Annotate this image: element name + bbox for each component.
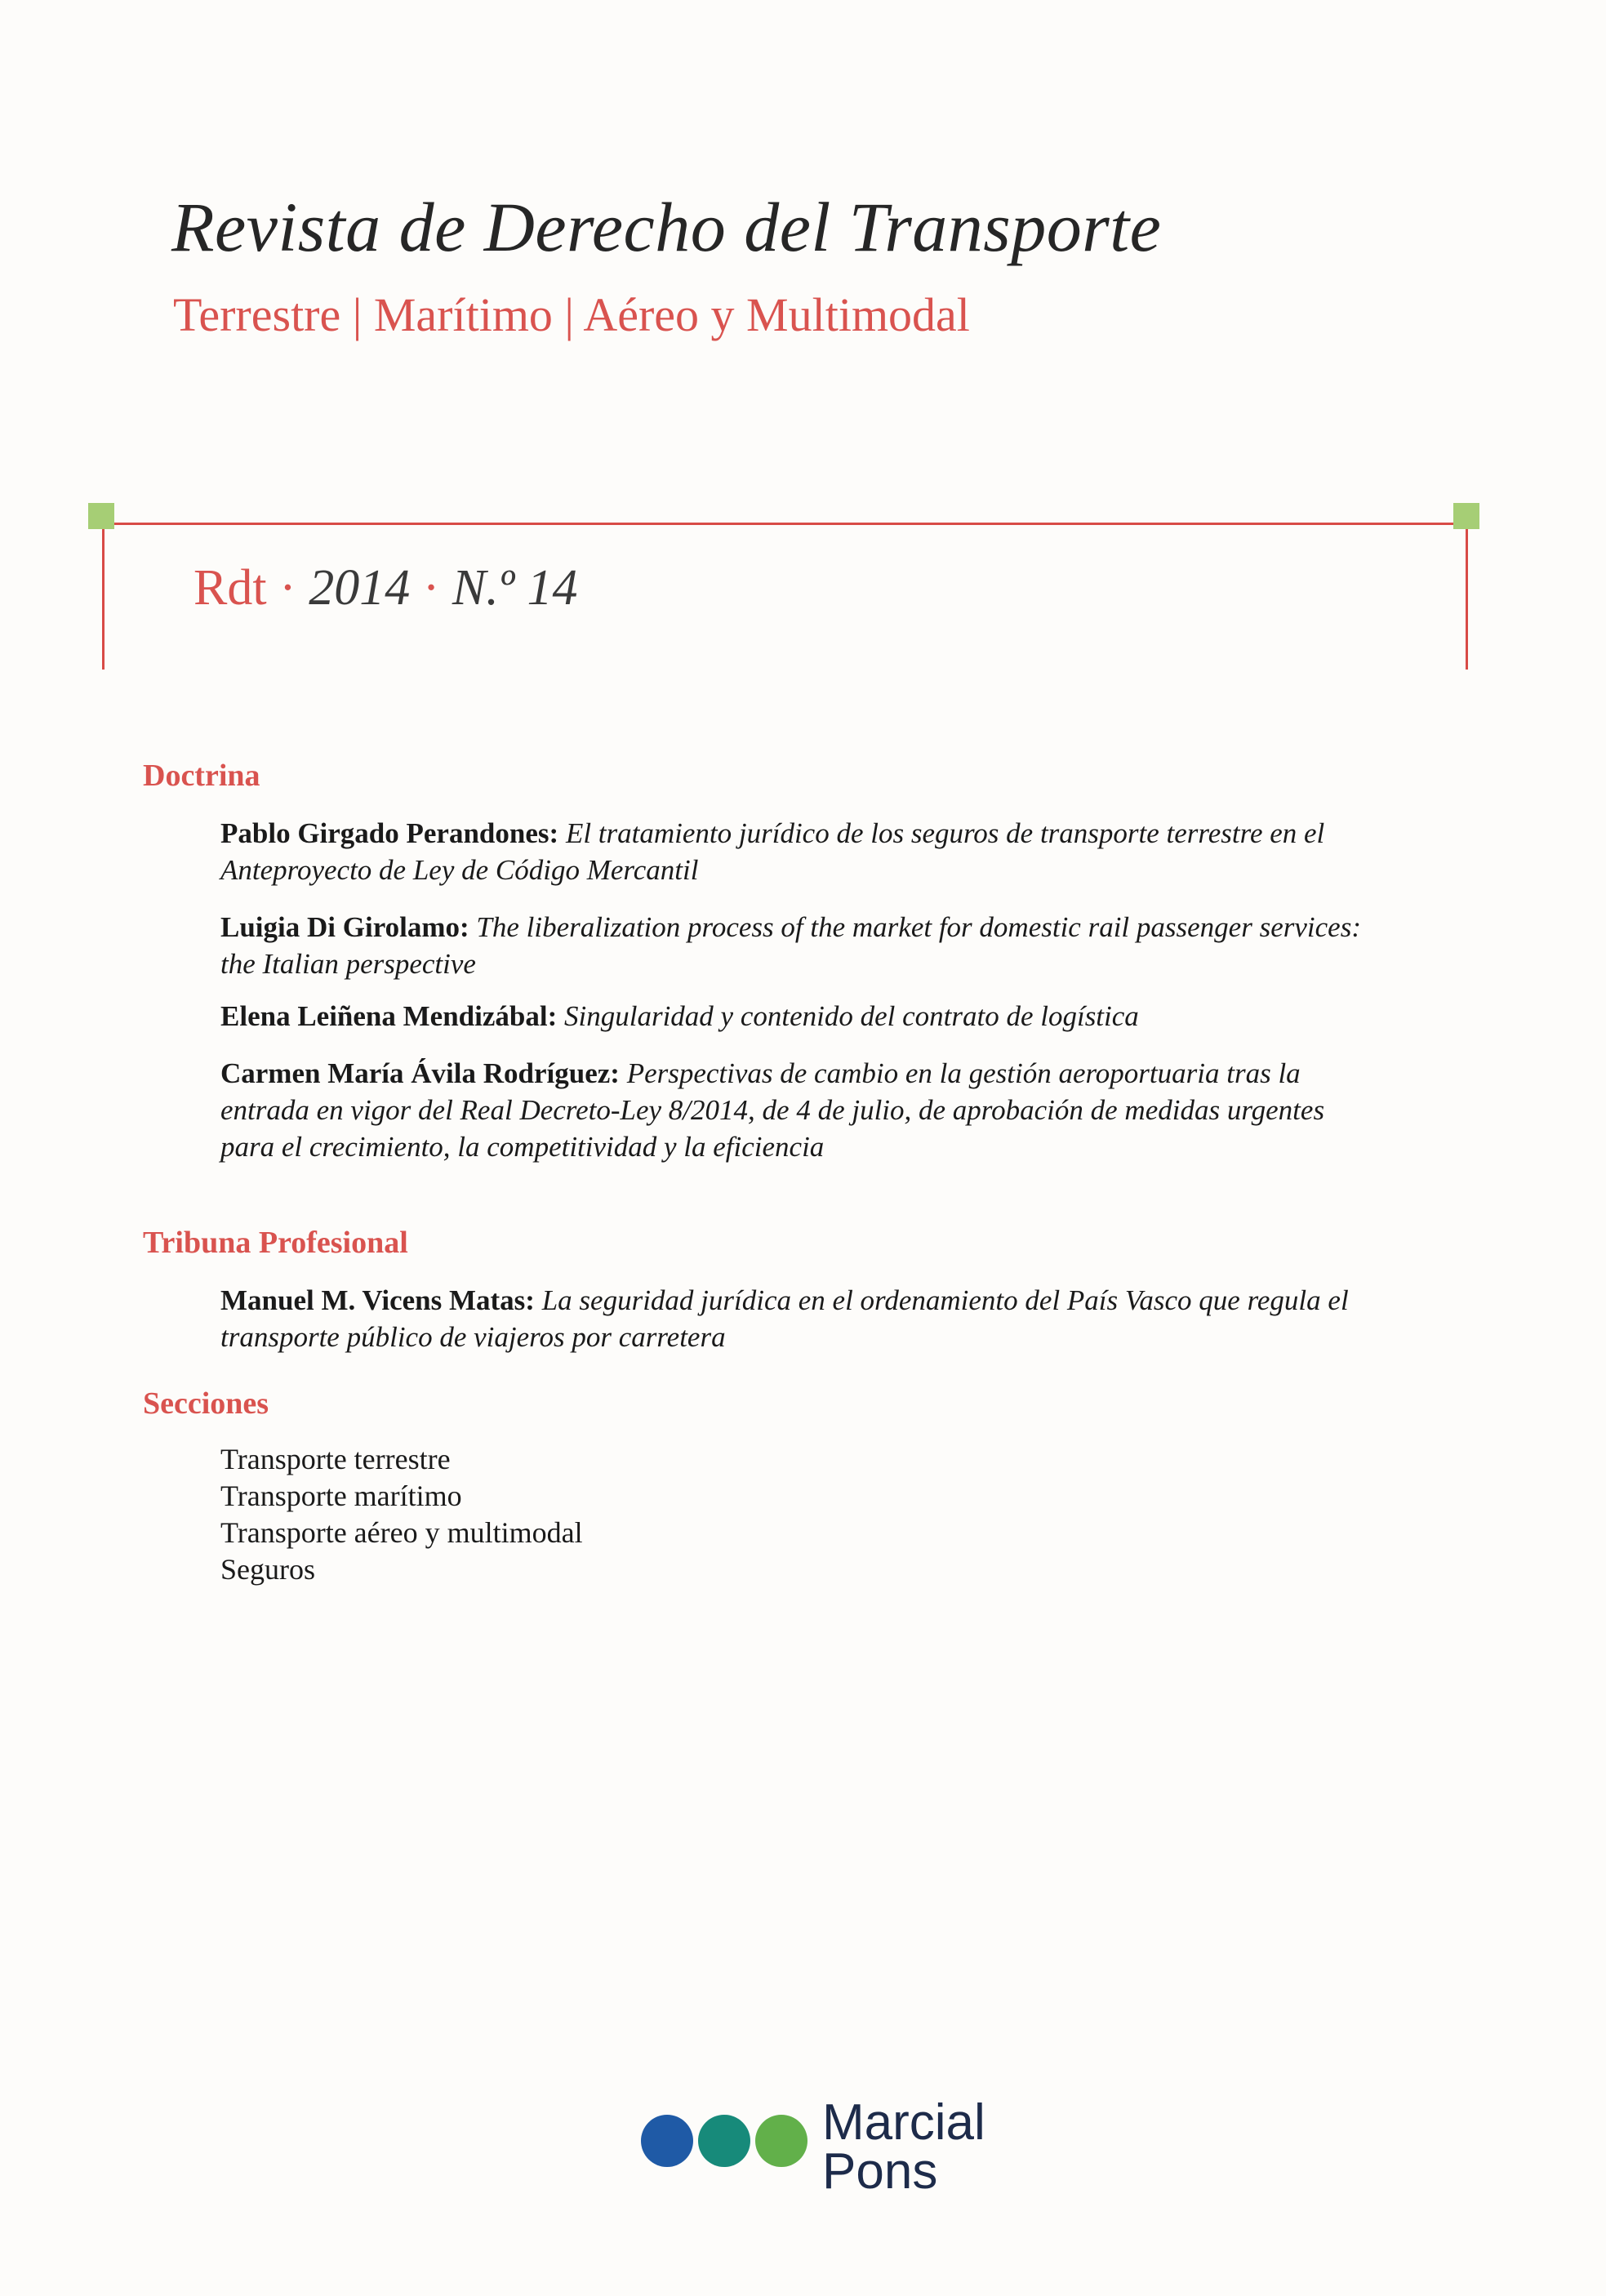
section-heading-secciones: Secciones [143,1386,269,1421]
toc-entry [220,998,1364,1035]
issue-prefix: Rdt [194,560,267,616]
issue-separator: · [279,560,296,616]
logo-circle-blue-icon [641,2115,693,2167]
entry-title: La seguridad jurídica en el ordenamiento del País Vasco que regula el transporte público de viajeros por carretera [220,1284,1349,1353]
entry-author: Manuel M. Vicens Matas: [220,1284,535,1316]
list-item: Transporte aéreo y multimodal [220,1516,583,1549]
entry-title: The liberalization process of the market for domestic rail passenger services: the Italian perspective [220,911,1361,980]
toc-entry [220,1282,1364,1355]
frame-top-line [102,523,1467,525]
frame-square-right [1453,503,1479,529]
publisher-name-line2: Pons [822,2143,938,2200]
entry-title: Perspectivas de cambio en la gestión aeroportuaria tras la entrada en vigor del Real Decreto-Ley 8/2014, de 4 de julio, de aprobación de medidas urgentes para el crecimiento, la competitividad y la eficiencia [220,1057,1325,1163]
entry-author: Luigia Di Girolamo: [220,911,469,943]
entry-author: Elena Leiñena Mendizábal: [220,1000,558,1032]
frame-left-line [102,523,105,670]
frame-square-left [88,503,114,529]
entry-title: Singularidad y contenido del contrato de logística [564,1000,1139,1032]
issue-year: 2014 [309,560,411,616]
entry-title: El tratamiento jurídico de los seguros de transporte terrestre en el Anteproyecto de Ley de Código Mercantil [220,817,1325,886]
publisher-name [822,2094,985,2200]
journal-subtitle: Terrestre | Marítimo | Aéreo y Multimodal [173,288,970,341]
toc-entry [220,815,1364,888]
logo-circle-teal-icon [698,2115,750,2167]
list-item: Transporte terrestre [220,1443,451,1475]
section-heading-doctrina: Doctrina [143,759,260,793]
issue-line [194,559,577,617]
journal-title: Revista de Derecho del Transporte [171,188,1162,266]
publisher-name-line1: Marcial [822,2094,985,2151]
entry-author: Pablo Girgado Perandones: [220,817,559,849]
issue-number: N.º 14 [452,560,578,616]
entry-author: Carmen María Ávila Rodríguez: [220,1057,620,1089]
toc-entry [220,1055,1364,1165]
frame-right-line [1466,523,1468,670]
secciones-list [220,1441,583,1588]
list-item: Transporte marítimo [220,1479,462,1512]
list-item: Seguros [220,1553,315,1586]
logo-circle-green-icon [755,2115,807,2167]
section-heading-tribuna: Tribuna Profesional [143,1226,408,1260]
publisher-logo [641,2094,1000,2213]
toc-entry [220,909,1364,982]
issue-separator-2: · [422,560,440,616]
